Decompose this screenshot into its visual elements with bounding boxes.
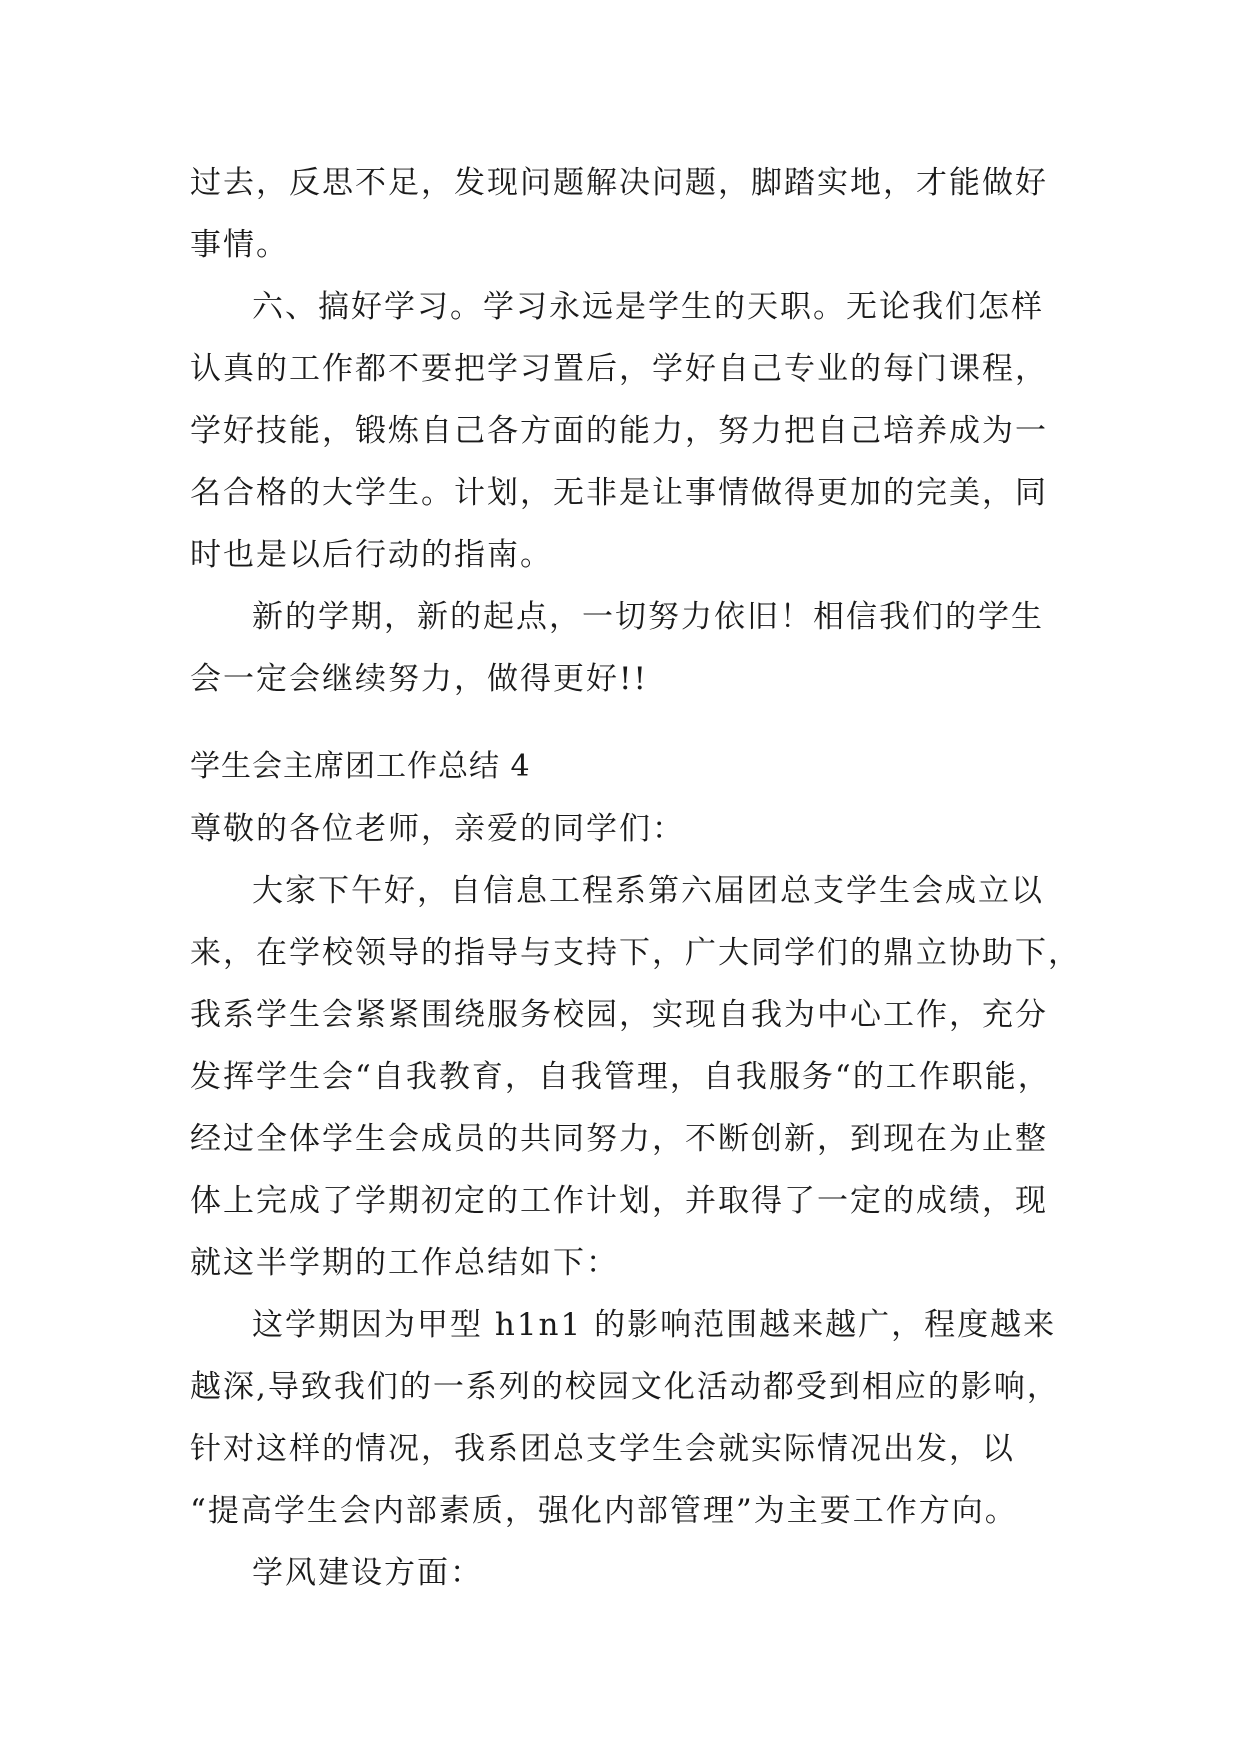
text-line: 来，在学校领导的指导与支持下，广大同学们的鼎立协助下， [190,935,1081,971]
text-line: 这学期因为甲型 h1n1 的影响范围越来越广，程度越来 [252,1307,1057,1343]
text-line: 过去，反思不足，发现问题解决问题，脚踏实地，才能做好 [190,165,1048,201]
text-line: 经过全体学生会成员的共同努力，不断创新，到现在为止整 [190,1121,1048,1157]
text-line: 我系学生会紧紧围绕服务校园，实现自我为中心工作，充分 [190,997,1048,1033]
text-line: 就这半学期的工作总结如下： [190,1245,619,1281]
text-line: 发挥学生会“自我教育，自我管理，自我服务“的工作职能， [190,1059,1051,1095]
text-line: 体上完成了学期初定的工作计划，并取得了一定的成绩，现 [190,1183,1048,1219]
section-4-block [190,736,1081,1604]
paragraph-block-1 [190,152,1060,710]
text-line: 大家下午好，自信息工程系第六届团总支学生会成立以 [252,873,1044,909]
text-line: 针对这样的情况，我系团总支学生会就实际情况出发，以 [190,1431,1015,1467]
text-line: “提高学生会内部素质，强化内部管理”为主要工作方向。 [190,1493,1018,1529]
section-title: 学生会主席团工作总结 4 [190,749,531,784]
text-line: 名合格的大学生。计划，无非是让事情做得更加的完美，同 [190,475,1048,511]
text-line: 事情。 [190,227,289,263]
text-line: 会一定会继续努力，做得更好!! [190,661,648,697]
salutation: 尊敬的各位老师，亲爱的同学们： [190,811,685,847]
text-line: 六、搞好学习。学习永远是学生的天职。无论我们怎样 [252,289,1044,325]
text-line: 认真的工作都不要把学习置后，学好自己专业的每门课程， [190,351,1048,387]
text-line: 时也是以后行动的指南。 [190,537,553,573]
text-line: 越深,导致我们的一系列的校园文化活动都受到相应的影响， [190,1369,1060,1405]
text-line: 学风建设方面： [252,1555,483,1591]
text-line: 新的学期，新的起点，一切努力依旧！相信我们的学生 [252,599,1044,635]
text-line: 学好技能，锻炼自己各方面的能力，努力把自己培养成为一 [190,413,1048,449]
